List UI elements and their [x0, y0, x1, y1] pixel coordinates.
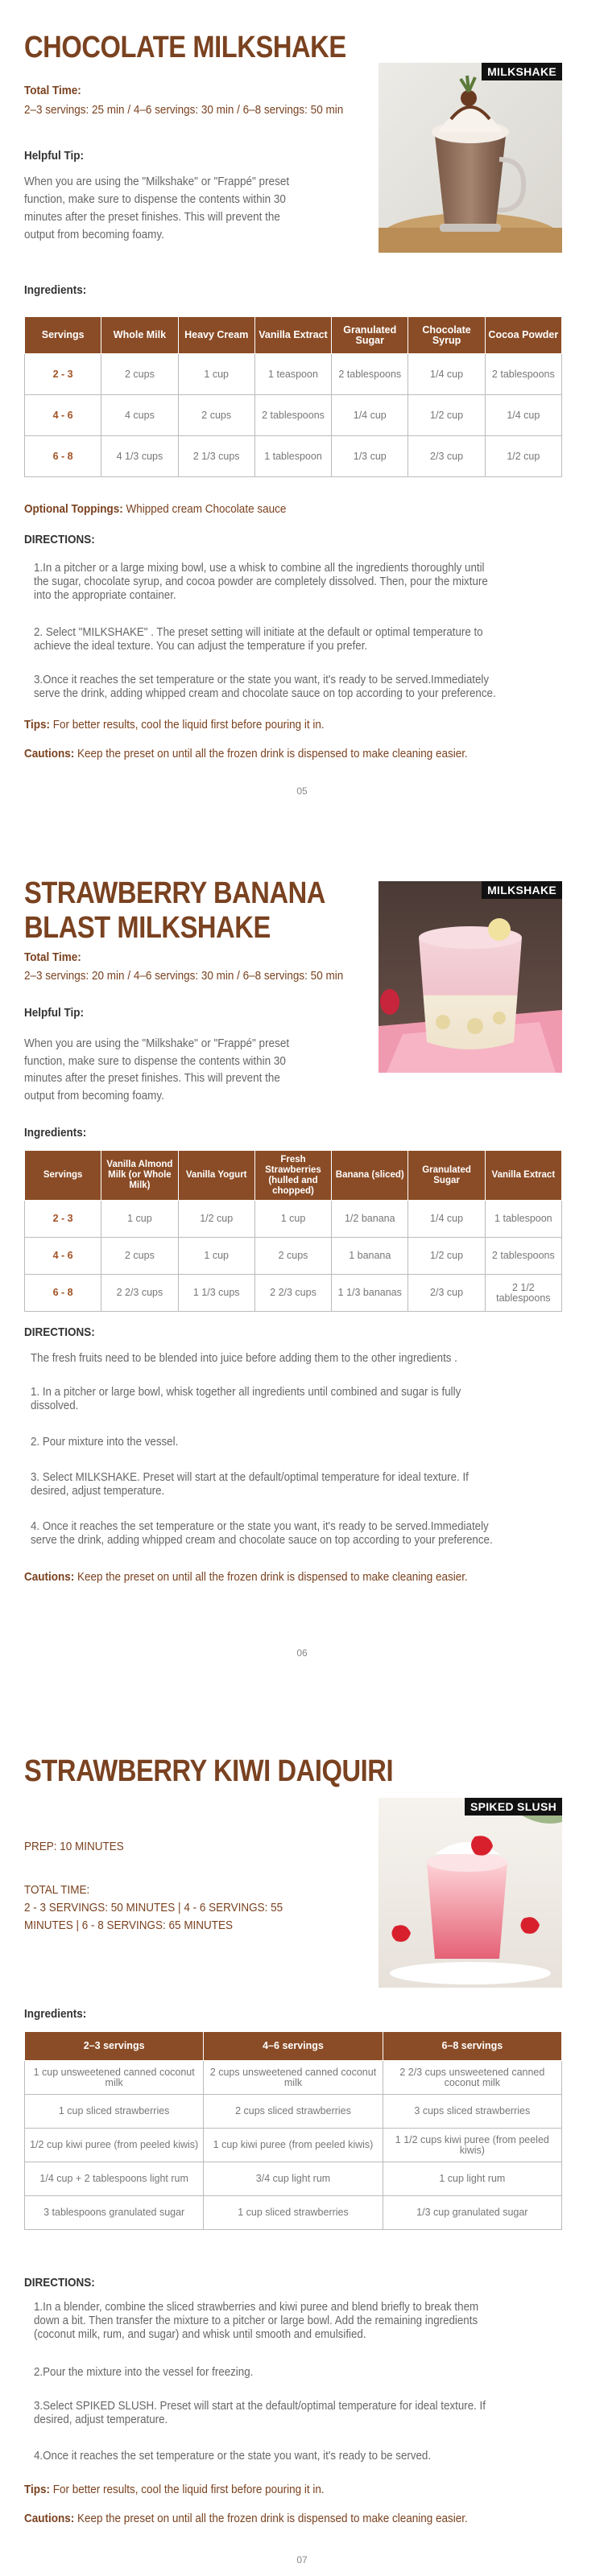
direction-line: down a bit. Then transfer the mixture to a pitcher or large bowl. Add the remaining ingredients — [34, 2314, 478, 2327]
helpful-tip-line-4: output from becoming foamy. — [24, 1089, 164, 1103]
table-cell: 3 tablespoons granulated sugar — [25, 2196, 204, 2230]
recipe-page-strawberry-banana — [0, 859, 604, 1717]
table-cell: 1 cup — [178, 1238, 254, 1275]
table-cell: 1 1/2 cups kiwi puree (from peeled kiwis) — [383, 2129, 561, 2162]
cautions-label: Cautions: — [24, 1570, 75, 1584]
cautions-label: Cautions: — [24, 747, 75, 760]
direction-step-2 — [31, 1435, 545, 1449]
tips-text: For better results, cool the liquid first before pouring it in. — [52, 2483, 325, 2496]
table-row — [25, 1201, 562, 1238]
table-cell: 3/4 cup light rum — [204, 2162, 383, 2196]
direction-step-1 — [34, 2300, 548, 2341]
table-cell: 2/3 cup — [408, 436, 485, 477]
table-cell: 4 - 6 — [25, 395, 101, 436]
table-cell: 1 tablespoon — [254, 436, 331, 477]
direction-line: 2.Pour the mixture into the vessel for freezing. — [34, 2365, 254, 2379]
table-cell: 4 - 6 — [25, 1238, 101, 1275]
table-cell: 2 2/3 cups — [254, 1275, 331, 1312]
table-cell: 2 cups sliced strawberries — [204, 2095, 383, 2129]
table-cell: 1/4 cup — [408, 1201, 485, 1238]
table-cell: 1 cup kiwi puree (from peeled kiwis) — [204, 2129, 383, 2162]
table-cell: 2 cups — [254, 1238, 331, 1275]
helpful-tip-line-2: function, make sure to dispense the contents within 30 — [24, 192, 286, 206]
table-cell: 1 teaspoon — [254, 354, 331, 395]
table-header: Heavy Cream — [178, 317, 254, 354]
direction-line: 4.Once it reaches the set temperature or the state you want, it's ready to be served. — [34, 2449, 432, 2463]
table-cell: 1/2 cup kiwi puree (from peeled kiwis) — [25, 2129, 204, 2162]
direction-line: 1.In a blender, combine the sliced strawberries and kiwi puree and blend briefly to break them — [34, 2300, 479, 2314]
cautions-label: Cautions: — [24, 2512, 75, 2525]
table-cell: 2 2/3 cups — [101, 1275, 178, 1312]
table-cell: 2 cups — [178, 395, 254, 436]
strawberry-kiwi-daiquiri-image — [379, 1798, 562, 1988]
table-header: 6–8 servings — [383, 2032, 561, 2061]
cautions — [24, 747, 468, 760]
direction-line: achieve the ideal texture. You can adjust the temperature if you prefer. — [34, 639, 368, 653]
direction-line: 1.In a pitcher or a large mixing bowl, use a whisk to combine all the ingredients thoroughly until — [34, 561, 485, 575]
table-cell: 1/4 cup — [485, 395, 561, 436]
table-cell: 1 tablespoon — [485, 1201, 561, 1238]
preset-badge: MILKSHAKE — [482, 63, 562, 80]
tips-text: For better results, cool the liquid first before pouring it in. — [52, 718, 325, 732]
table-header: Vanilla Extract — [485, 1151, 561, 1201]
helpful-tip-label: Helpful Tip: — [24, 1006, 84, 1020]
table-header-row — [25, 2032, 562, 2061]
table-cell: 1 cup — [254, 1201, 331, 1238]
prep-time: PREP: 10 MINUTES — [24, 1840, 124, 1853]
helpful-tip-line-3: minutes after the preset finishes. This will prevent the — [24, 1071, 280, 1085]
table-cell: 1 cup — [101, 1201, 178, 1238]
direction-line: (coconut milk, rum, and sugar) and whisk until smooth and emulsified. — [34, 2327, 366, 2341]
recipe-photo-chocolate-milkshake — [379, 63, 562, 253]
table-header: Fresh Strawberries (hulled and chopped) — [254, 1151, 331, 1201]
table-cell: 3 cups sliced strawberries — [383, 2095, 561, 2129]
total-time-value: 2–3 servings: 25 min / 4–6 servings: 30 min / 6–8 servings: 50 min — [24, 103, 344, 117]
table-cell: 4 cups — [101, 395, 178, 436]
total-time-line-2: MINUTES | 6 - 8 SERVINGS: 65 MINUTES — [24, 1919, 234, 1932]
direction-line: 3.Once it reaches the set temperature or the state you want, it's ready to be served.Immediately — [34, 673, 490, 686]
table-cell: 2/3 cup — [408, 1275, 485, 1312]
table-cell: 2 1/2 tablespoons — [485, 1275, 561, 1312]
table-row — [25, 354, 562, 395]
recipe-photo-strawberry-banana — [379, 881, 562, 1073]
table-cell: 1/2 banana — [332, 1201, 408, 1238]
page-number: 06 — [296, 1647, 308, 1659]
table-cell: 4 1/3 cups — [101, 436, 178, 477]
direction-step-2 — [34, 625, 548, 653]
direction-line: dissolved. — [31, 1399, 79, 1412]
direction-intro: The fresh fruits need to be blended into juice before adding them to the other ingredients . — [31, 1351, 457, 1365]
helpful-tip-line-3: minutes after the preset finishes. This will prevent the — [24, 210, 280, 224]
ingredients-table — [24, 2031, 562, 2230]
table-cell: 1/2 cup — [408, 395, 485, 436]
cautions — [24, 2512, 468, 2525]
table-header: Servings — [25, 317, 101, 354]
table-row — [25, 1275, 562, 1312]
table-cell: 2 tablespoons — [332, 354, 408, 395]
direction-line: 2. Select "MILKSHAKE" . The preset setting will initiate at the default or optimal temperature to — [34, 625, 483, 639]
direction-line: 3.Select SPIKED SLUSH. Preset will start at the default/optimal temperature for ideal texture. If — [34, 2399, 486, 2413]
optional-toppings — [24, 502, 286, 516]
direction-step-2 — [34, 2365, 548, 2379]
directions-label: DIRECTIONS: — [24, 1325, 95, 1339]
preset-badge: SPIKED SLUSH — [465, 1798, 562, 1816]
direction-line: serve the drink, adding whipped cream and chocolate sauce on top according to your preference. — [34, 686, 496, 700]
ingredients-table — [24, 1150, 562, 1312]
table-cell: 1/3 cup — [332, 436, 408, 477]
ingredients-table — [24, 316, 562, 477]
direction-line: into the appropriate container. — [34, 588, 176, 602]
helpful-tip-line-4: output from becoming foamy. — [24, 228, 164, 241]
total-time-label: Total Time: — [24, 84, 81, 97]
optional-toppings-label: Optional Toppings: — [24, 502, 123, 516]
table-cell: 2 1/3 cups — [178, 436, 254, 477]
recipe-title-line-1: STRAWBERRY BANANA — [24, 876, 325, 910]
total-time-line-1: 2 - 3 SERVINGS: 50 MINUTES | 4 - 6 SERVINGS: 55 — [24, 1901, 283, 1914]
table-header: Vanilla Extract — [254, 317, 331, 354]
table-cell: 1 1/3 bananas — [332, 1275, 408, 1312]
direction-line: the sugar, chocolate syrup, and cocoa powder are completely dissolved. Then, pour the mixture — [34, 575, 488, 588]
table-cell: 1/4 cup + 2 tablespoons light rum — [25, 2162, 204, 2196]
ingredients-label: Ingredients: — [24, 283, 87, 297]
table-cell: 1 cup sliced strawberries — [25, 2095, 204, 2129]
table-row — [25, 2129, 562, 2162]
table-header: Chocolate Syrup — [408, 317, 485, 354]
table-cell: 2 - 3 — [25, 354, 101, 395]
direction-step-3 — [31, 1470, 545, 1498]
table-cell: 1 banana — [332, 1238, 408, 1275]
total-time-label: Total Time: — [24, 950, 81, 964]
cautions — [24, 1570, 468, 1584]
page-number: 07 — [296, 2554, 308, 2566]
table-header: Vanilla Almond Milk (or Whole Milk) — [101, 1151, 178, 1201]
direction-line: 4. Once it reaches the set temperature or the state you want, it's ready to be served.Immediately — [31, 1519, 489, 1533]
table-cell: 1/2 cup — [178, 1201, 254, 1238]
preset-badge: MILKSHAKE — [482, 881, 562, 899]
tips-label: Tips: — [24, 2483, 51, 2496]
recipe-title: STRAWBERRY KIWI DAIQUIRI — [24, 1754, 394, 1788]
table-header: Servings — [25, 1151, 101, 1201]
tips-label: Tips: — [24, 718, 51, 732]
table-row — [25, 395, 562, 436]
table-cell: 1/4 cup — [408, 354, 485, 395]
helpful-tip-line-2: function, make sure to dispense the contents within 30 — [24, 1054, 286, 1068]
chocolate-milkshake-image — [379, 63, 562, 253]
direction-line: desired, adjust temperature. — [31, 1484, 165, 1498]
table-header: Banana (sliced) — [332, 1151, 408, 1201]
total-time-value: 2–3 servings: 20 min / 4–6 servings: 30 min / 6–8 servings: 50 min — [24, 969, 344, 983]
direction-step-3 — [34, 673, 548, 700]
table-cell: 2 tablespoons — [254, 395, 331, 436]
table-cell: 1 cup unsweetened canned coconut milk — [25, 2061, 204, 2095]
cautions-text: Keep the preset on until all the frozen drink is dispensed to make cleaning easier. — [77, 747, 468, 760]
table-cell: 1/2 cup — [485, 436, 561, 477]
table-cell: 2 - 3 — [25, 1201, 101, 1238]
cautions-text: Keep the preset on until all the frozen drink is dispensed to make cleaning easier. — [77, 2512, 468, 2525]
table-header: Vanilla Yogurt — [178, 1151, 254, 1201]
table-header: 4–6 servings — [204, 2032, 383, 2061]
table-header: Granulated Sugar — [332, 317, 408, 354]
table-cell: 1/4 cup — [332, 395, 408, 436]
table-row — [25, 2162, 562, 2196]
page-number: 05 — [296, 785, 308, 797]
recipe-page-strawberry-kiwi — [0, 1717, 604, 2576]
table-header: Whole Milk — [101, 317, 178, 354]
direction-line: 2. Pour mixture into the vessel. — [31, 1435, 179, 1449]
table-header: 2–3 servings — [25, 2032, 204, 2061]
table-cell: 6 - 8 — [25, 1275, 101, 1312]
table-header: Cocoa Powder — [485, 317, 561, 354]
recipe-page-chocolate-milkshake — [0, 0, 604, 859]
direction-line: 3. Select MILKSHAKE. Preset will start at the default/optimal temperature for ideal texture. If — [31, 1470, 469, 1484]
table-cell: 1/2 cup — [408, 1238, 485, 1275]
table-cell: 2 cups unsweetened canned coconut milk — [204, 2061, 383, 2095]
table-cell: 2 cups — [101, 1238, 178, 1275]
ingredients-label: Ingredients: — [24, 1126, 87, 1140]
table-cell: 2 tablespoons — [485, 354, 561, 395]
recipe-title: CHOCOLATE MILKSHAKE — [24, 31, 346, 64]
table-header-row — [25, 1151, 562, 1201]
table-cell: 2 cups — [101, 354, 178, 395]
helpful-tip-line-1: When you are using the "Milkshake" or "Frappé" preset — [24, 1037, 290, 1050]
recipe-title-line-2: BLAST MILKSHAKE — [24, 911, 271, 945]
table-cell: 2 2/3 cups unsweetened canned coconut milk — [383, 2061, 561, 2095]
table-header: Granulated Sugar — [408, 1151, 485, 1201]
table-cell: 1 cup sliced strawberries — [204, 2196, 383, 2230]
recipe-photo-strawberry-kiwi — [379, 1798, 562, 1988]
table-cell: 1 1/3 cups — [178, 1275, 254, 1312]
table-cell: 2 tablespoons — [485, 1238, 561, 1275]
direction-step-4 — [34, 2449, 548, 2463]
table-cell: 1 cup light rum — [383, 2162, 561, 2196]
table-row — [25, 2095, 562, 2129]
strawberry-banana-image — [379, 881, 562, 1073]
table-row — [25, 2061, 562, 2095]
direction-line: serve the drink, adding whipped cream and chocolate sauce on top according to your preference. — [31, 1533, 493, 1547]
helpful-tip-label: Helpful Tip: — [24, 149, 84, 163]
table-cell: 1 cup — [178, 354, 254, 395]
total-time-label: TOTAL TIME: — [24, 1883, 90, 1897]
table-row — [25, 1238, 562, 1275]
tips — [24, 718, 325, 732]
direction-line: 1. In a pitcher or large bowl, whisk together all ingredients until combined and sugar is fully — [31, 1385, 461, 1399]
table-row — [25, 436, 562, 477]
optional-toppings-value: Whipped cream Chocolate sauce — [126, 502, 287, 516]
directions-label: DIRECTIONS: — [24, 533, 95, 546]
direction-step-3 — [34, 2399, 548, 2426]
table-cell: 1/3 cup granulated sugar — [383, 2196, 561, 2230]
cautions-text: Keep the preset on until all the frozen drink is dispensed to make cleaning easier. — [77, 1570, 468, 1584]
direction-line: desired, adjust temperature. — [34, 2413, 168, 2426]
helpful-tip-line-1: When you are using the "Milkshake" or "Frappé" preset — [24, 175, 290, 188]
direction-step-4 — [31, 1519, 545, 1547]
tips — [24, 2483, 325, 2496]
direction-step-1 — [31, 1385, 545, 1412]
table-cell: 6 - 8 — [25, 436, 101, 477]
direction-step-1 — [34, 561, 548, 602]
table-header-row — [25, 317, 562, 354]
ingredients-label: Ingredients: — [24, 2007, 87, 2021]
directions-label: DIRECTIONS: — [24, 2276, 95, 2290]
table-row — [25, 2196, 562, 2230]
